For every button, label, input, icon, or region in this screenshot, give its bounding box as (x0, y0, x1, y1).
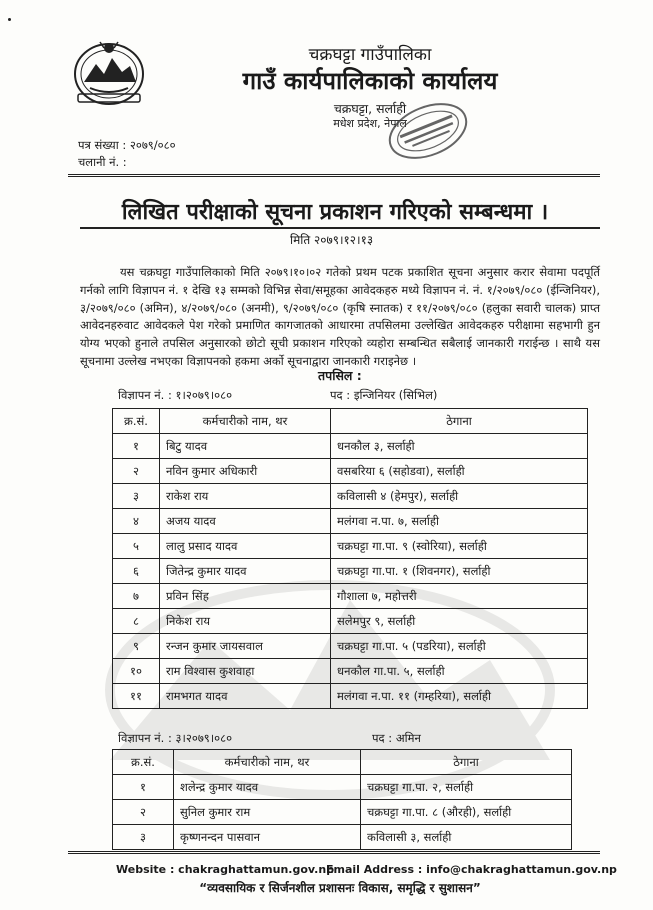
table-header-row (113, 750, 572, 775)
col-address: ठेगाना (331, 409, 588, 434)
cell-name: बिटु यादव (160, 434, 331, 459)
cell-name: लालु प्रसाद यादव (160, 534, 331, 559)
cell-serial: ५ (113, 534, 160, 559)
subject-underline (80, 227, 600, 229)
candidates-table-amin (112, 749, 572, 850)
cell-name: रामभगत यादव (160, 684, 331, 709)
cell-serial: ७ (113, 584, 160, 609)
cell-serial: ४ (113, 509, 160, 534)
cell-name: सुनिल कुमार राम (174, 800, 361, 825)
footer-email[interactable]: Email Address : info@chakraghattamun.gov.np (326, 863, 617, 876)
cell-name: जितेन्द्र कुमार यादव (160, 559, 331, 584)
cell-name: शलेन्द्र कुमार यादव (174, 775, 361, 800)
cell-address: चक्रघट्टा गा.पा. ५ (पडरिया), सर्लाही (331, 634, 588, 659)
dispatch-number: चलानी नं. : (78, 155, 127, 169)
cell-name: रन्जन कुमार जायसवाल (160, 634, 331, 659)
schedule-heading: तपसिल : (318, 368, 362, 383)
office-seal-stamp-icon (378, 96, 478, 166)
reference-number: पत्र संख्या : २०७९/०८० (78, 138, 176, 152)
notice-subject: लिखित परीक्षाको सूचना प्रकाशन गरिएको सम्बन्धमा । (121, 200, 549, 225)
table2-ad-number: विज्ञापन नं. : ३।२०७९।०८० (118, 731, 233, 745)
table-row (113, 609, 588, 634)
cell-address: मलंगवा न.पा. ७, सर्लाही (331, 509, 588, 534)
cell-name: कृष्णनन्दन पासवान (174, 825, 361, 850)
footer-website[interactable]: Website : chakraghattamun.gov.np (116, 863, 335, 876)
cell-address: कविलासी ४ (हेमपुर), सर्लाही (331, 484, 588, 509)
office-address-line1: चक्रघट्टा, सर्लाही (333, 101, 407, 116)
cell-serial: १ (113, 775, 174, 800)
cell-name: नविन कुमार अधिकारी (160, 459, 331, 484)
cell-address: चक्रघट्टा गा.पा. १ (शिवनगर), सर्लाही (331, 559, 588, 584)
office-name: गाउँ कार्यपालिकाको कार्यालय (242, 67, 498, 95)
col-serial: क्र.सं. (113, 750, 174, 775)
table-row (113, 559, 588, 584)
cell-address: वसबरिया ६ (सहोडवा), सर्लाही (331, 459, 588, 484)
cell-name: निकेश राय (160, 609, 331, 634)
candidates-table-engineer (112, 408, 588, 709)
col-address: ठेगाना (361, 750, 572, 775)
table-row (113, 825, 572, 850)
table-row (113, 775, 572, 800)
nepal-government-emblem-icon (70, 36, 148, 108)
cell-serial: ६ (113, 559, 160, 584)
table-row (113, 584, 588, 609)
table-row (113, 634, 588, 659)
cell-address: गौशाला ७, महोत्तरी (331, 584, 588, 609)
cell-name: प्रविन सिंह (160, 584, 331, 609)
table1-ad-number: विज्ञापन नं. : १।२०७९।०८० (118, 388, 233, 402)
footer-motto: “व्यवसायिक र सिर्जनशील प्रशासनः विकास, समृद्धि र सुशासन” (199, 881, 481, 895)
cell-serial: ३ (113, 484, 160, 509)
cell-serial: २ (113, 459, 160, 484)
cell-address: धनकौल गा.पा. ५, सर्लाही (331, 659, 588, 684)
table-header-row (113, 409, 588, 434)
table-row (113, 800, 572, 825)
cell-address: चक्रघट्टा गा.पा. ८ (औरही), सर्लाही (361, 800, 572, 825)
scan-speck (8, 18, 11, 21)
table1-body (113, 434, 588, 709)
cell-name: राकेश राय (160, 484, 331, 509)
cell-serial: १ (113, 434, 160, 459)
cell-serial: २ (113, 800, 174, 825)
table-row (113, 459, 588, 484)
table-row (113, 534, 588, 559)
cell-address: चक्रघट्टा गा.पा. २, सर्लाही (361, 775, 572, 800)
header-divider (68, 174, 600, 177)
municipality-name: चक्रघट्टा गाउँपालिका (308, 45, 432, 65)
cell-serial: ११ (113, 684, 160, 709)
cell-name: अजय यादव (160, 509, 331, 534)
cell-address: मलंगवा न.पा. ११ (गम्हरिया), सर्लाही (331, 684, 588, 709)
table-row (113, 434, 588, 459)
notice-date: मिति २०७९।१२।१३ (290, 233, 374, 247)
table1-post: पद : इन्जिनियर (सिभिल) (330, 388, 438, 402)
cell-address: कविलासी ३, सर्लाही (361, 825, 572, 850)
cell-address: चक्रघट्टा गा.पा. ९ (स्वोरिया), सर्लाही (331, 534, 588, 559)
footer-divider (68, 851, 600, 854)
notice-body: यस चक्रघट्टा गाउँपालिकाको मिति २०७९।१०।०२ गतेको प्रथम पटक प्रकाशित सूचना अनुसार करार सेवामा पदपूर्ति गर्नको लागि विज्ञापन नं. १ देखि १३ सम्मको विभिन्न सेवा/समूहका आवेदकहरु मध्ये विज्ञापन नं. नं. १/२०७९/०८० (ईन्जिनियर), ३/२०७९/०८० (अमिन), ४/२०७९/०८० (अनमी), ९/२०७९/०८० (कृषि स्नातक) र ११/२०७९/०८० (हलुका सवारी चालक) प्राप्त आवेदनहरुवाट आवेदकले पेश गरेको प्रमाणित कागजातको आधारमा तपसिलमा उल्लेखित आवेदकहरु परीक्षामा सहभागी हुन योग्य भएको हुनाले तपसिल अनुसारको छोटो सूची प्रकाशन गरिएको व्यहोरा सम्बन्धित सबैलाई जानकारी गराईन्छ । साथै यस सूचनामा उल्लेख नभएका विज्ञापनको हकमा अर्को सूचनाद्वारा जानकारी गराइनेछ । (80, 265, 600, 368)
table2-post: पद : अमिन (372, 731, 421, 745)
col-serial: क्र.सं. (113, 409, 160, 434)
cell-serial: ९ (113, 634, 160, 659)
table-row (113, 684, 588, 709)
cell-address: सलेमपुर ९, सर्लाही (331, 609, 588, 634)
col-name: कर्मचारीको नाम, थर (160, 409, 331, 434)
cell-serial: ३ (113, 825, 174, 850)
office-address-line2: मधेश प्रदेश, नेपाल (333, 117, 407, 130)
col-name: कर्मचारीको नाम, थर (174, 750, 361, 775)
table-row (113, 659, 588, 684)
table-row (113, 509, 588, 534)
cell-name: राम विश्वास कुशवाहा (160, 659, 331, 684)
cell-serial: १० (113, 659, 160, 684)
table-row (113, 484, 588, 509)
cell-serial: ८ (113, 609, 160, 634)
table2-body (113, 775, 572, 850)
cell-address: धनकौल ३, सर्लाही (331, 434, 588, 459)
